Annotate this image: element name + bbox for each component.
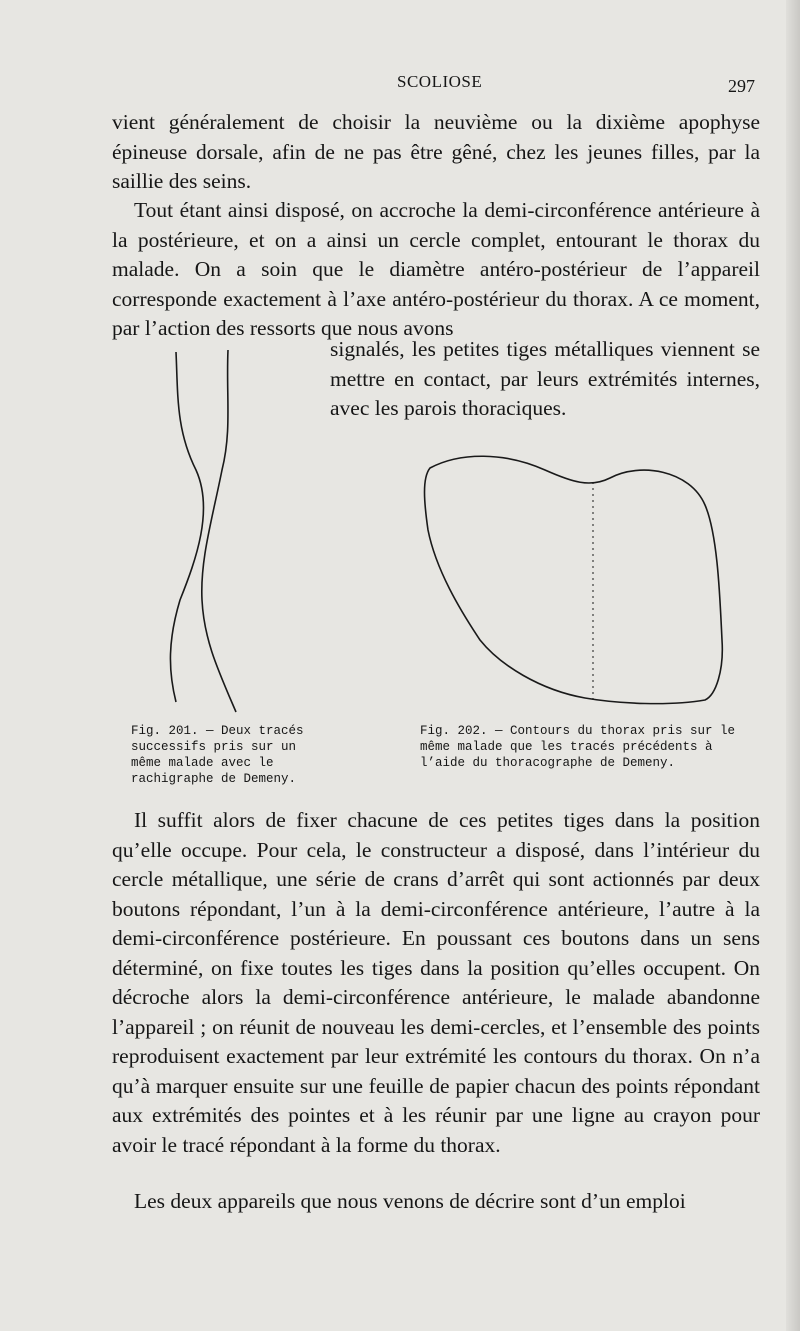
figure-202-caption: Fig. 202. — Contours du thorax pris sur le même malade que les tracés précédents à l’aide du thoracographe de Demeny. bbox=[420, 724, 736, 770]
page-number: 297 bbox=[728, 76, 755, 96]
running-title: SCOLIOSE bbox=[397, 72, 483, 91]
paragraph-setup: Tout étant ainsi disposé, on accroche la demi-circonférence antérieure à la postérieure, et on a ainsi un cercle complet, entourant le thorax du malade. On a soin que le diamètre antéro-postérieur de l’appareil corresponde exactement à l’axe antéro-postérieur du thorax. A ce moment, par l’action des ressorts que nous avons bbox=[112, 198, 760, 340]
figure-201-caption: Fig. 201. — Deux tracés successifs pris sur un même malade avec le rachigraphe de Demeny. bbox=[131, 724, 304, 786]
paragraph-next: Les deux appareils que nous venons de décrire sont d’un emploi bbox=[134, 1189, 686, 1213]
thorax-contour-outline bbox=[425, 456, 723, 703]
paragraph-continuation: vient généralement de choisir la neuvième ou la dixième apophyse épineuse dorsale, afin de ne pas être gêné, chez les jeunes filles, par la saillie des seins. bbox=[112, 110, 760, 193]
paragraph-setup-wrapped: signalés, les petites tiges métalliques viennent se mettre en contact, par leurs extrémités internes, avec les parois thoraciques. bbox=[330, 337, 760, 420]
paragraph-fixing-rods: Il suffit alors de fixer chacune de ces petites tiges dans la position qu’elle occupe. Pour cela, le constructeur a disposé, dans l’intérieur du cercle métallique, une série de crans d’arrêt qui sont actionnés par deux boutons répondant, l’un à la demi-circonférence antérieure, l’autre à la demi-circonférence postérieure. En poussant ces boutons dans un sens déterminé, on fixe toutes les tiges dans la position qu’elles occupent. On décroche alors la demi-circonférence antérieure, le malade abandonne l’appareil ; on réunit de nouveau les demi-cercles, et l’ensemble des points reproduisent exactement par leur extrémité les contours du thorax. On n’a qu’à marquer ensuite sur une feuille de papier chacun des points répondant aux extrémités des pointes et à les réunir par une ligne au crayon pour avoir le tracé répondant à la forme du thorax. bbox=[112, 808, 760, 1157]
